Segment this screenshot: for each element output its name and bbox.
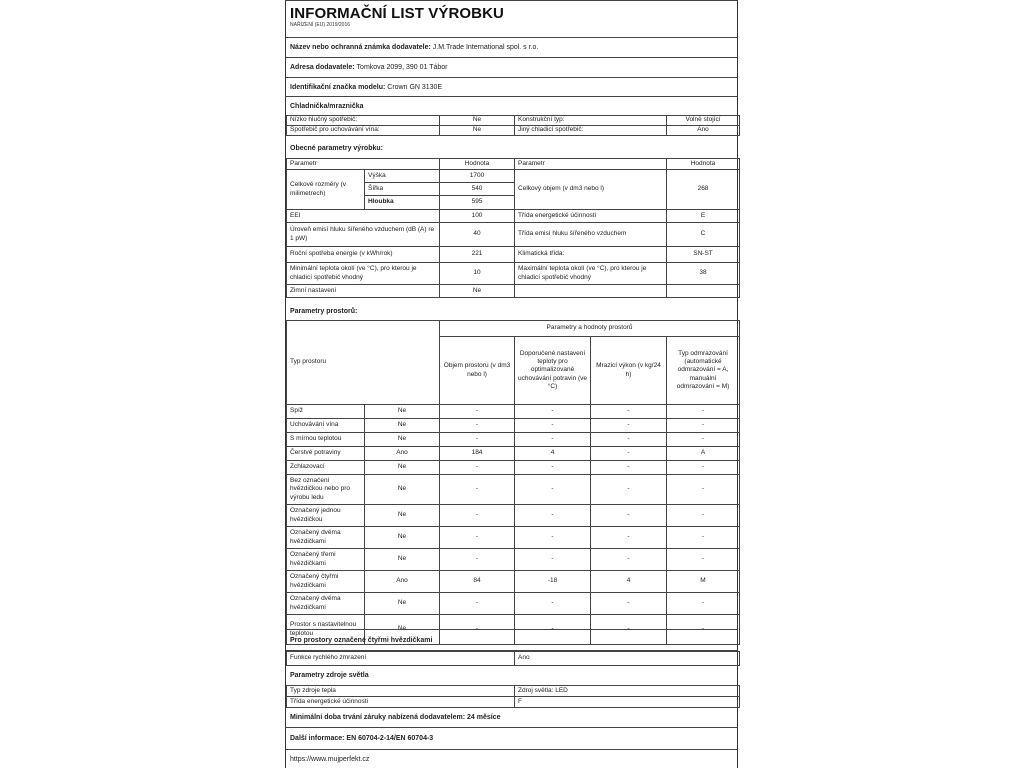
compartments-table (286, 320, 740, 645)
compartment-temp: - (515, 433, 591, 447)
compartments-section-heading: Parametry prostorů: (290, 307, 358, 315)
supplier-address-label: Adresa dodavatele: (290, 64, 355, 71)
max-temp-label: Maximální teplota okolí (ve °C), pro kterou je chladicí spotřebič vhodný (515, 263, 667, 285)
max-temp-value: 38 (667, 263, 740, 285)
light-class-label: Třída energetické účinnosti (287, 697, 515, 708)
defrost-col-header: Typ odmrazování (automatické odmrazování = A, manuální odmrazování = M) (667, 337, 740, 405)
compartment-present: Ano (365, 447, 440, 461)
table-row (287, 686, 740, 697)
compartment-temp: - (515, 461, 591, 475)
freeze-col-header: Mrazicí výkon (v kg/24 h) (591, 337, 667, 405)
construction-type-label: Konstrukční typ: (515, 116, 667, 126)
value-header: Hodnota (440, 159, 515, 170)
compartment-freeze: - (591, 433, 667, 447)
compartment-defrost: - (667, 433, 740, 447)
compartment-freeze: - (591, 475, 667, 505)
compartment-present: Ne (365, 461, 440, 475)
table-row (287, 505, 740, 527)
param-header: Parametr (287, 159, 440, 170)
compartment-type: Zchlazovací (287, 461, 365, 475)
compartment-freeze: - (591, 461, 667, 475)
compartment-temp: -18 (515, 571, 591, 593)
depth-label: Hloubka (365, 196, 440, 210)
compartment-present: Ne (365, 505, 440, 527)
min-temp-label: Minimální teplota okolí (ve °C), pro kterou je chladicí spotřebič vhodný (287, 263, 440, 285)
compartment-present: Ne (365, 475, 440, 505)
page-title: INFORMAČNÍ LIST VÝROBKU (290, 5, 504, 22)
compartment-volume: - (440, 405, 515, 419)
compartment-volume: - (440, 433, 515, 447)
compartment-defrost: - (667, 461, 740, 475)
compartment-freeze: - (591, 593, 667, 615)
model-label: Identifikační značka modelu: (290, 83, 386, 91)
table-row (287, 571, 740, 593)
volume-label: Celkový objem (v dm3 nebo l) (515, 170, 667, 210)
table-row (287, 549, 740, 571)
product-information-sheet (285, 0, 738, 768)
empty-cell (667, 285, 740, 298)
dimensions-label: Celkové rozměry (v milimetrech) (287, 170, 365, 210)
compartment-present: Ne (365, 615, 440, 645)
light-type-label: Typ zdroje tepla (287, 686, 515, 697)
table-header-row (287, 159, 740, 170)
compartment-volume: - (440, 505, 515, 527)
temp-col-header: Doporučené nastavení teploty pro optimalizované uchovávání potravin (ve °C) (515, 337, 591, 405)
empty-cell (515, 285, 667, 298)
fast-freeze-value: Ano (515, 652, 740, 666)
eei-value: 100 (440, 210, 515, 223)
compartment-type: Spíž (287, 405, 365, 419)
compartment-present: Ne (365, 593, 440, 615)
min-temp-value: 10 (440, 263, 515, 285)
table-row (287, 447, 740, 461)
table-row (287, 461, 740, 475)
table-row (287, 247, 740, 263)
model-value: Crown GN 3130E (387, 83, 443, 91)
climate-class-value: SN-ST (667, 247, 740, 263)
compartment-temp: - (515, 615, 591, 645)
compartment-type: Bez označení hvězdičkou nebo pro výrobu ledu (287, 475, 365, 505)
value-header-2: Hodnota (667, 159, 740, 170)
regulation-reference: NAŘÍZENÍ (EU) 2019/2016 (290, 22, 351, 28)
compartment-freeze: - (591, 527, 667, 549)
fridge-type-table (286, 115, 740, 136)
wine-storage-value: Ne (440, 126, 515, 136)
compartment-defrost: - (667, 593, 740, 615)
table-row (287, 697, 740, 708)
compartment-type: Prostor s nastavitelnou teplotou (287, 615, 365, 645)
model-row (286, 78, 738, 97)
compartment-type: S mírnou teplotou (287, 433, 365, 447)
fast-freeze-table (286, 651, 740, 666)
compartment-present: Ne (365, 419, 440, 433)
compartment-present: Ne (365, 527, 440, 549)
compartment-present: Ne (365, 549, 440, 571)
compartment-temp: - (515, 549, 591, 571)
compartment-defrost: - (667, 549, 740, 571)
table-row (287, 210, 740, 223)
compartment-freeze: 4 (591, 571, 667, 593)
energy-class-label: Třída energetické účinnosti (515, 210, 667, 223)
table-row (287, 593, 740, 615)
website-link[interactable]: https://www.mujperfekt.cz (290, 755, 370, 763)
noise-class-value: C (667, 223, 740, 247)
compartment-temp: 4 (515, 447, 591, 461)
light-source-table (286, 685, 740, 708)
volume-col-header: Objem prostoru (v dm3 nebo l) (440, 337, 515, 405)
compartment-volume: - (440, 419, 515, 433)
compartment-temp: - (515, 475, 591, 505)
table-row (287, 419, 740, 433)
compartment-temp: - (515, 505, 591, 527)
eei-label: EEI (287, 210, 440, 223)
energy-class-value: E (667, 210, 740, 223)
table-row (287, 475, 740, 505)
compartment-type: Uchovávání vína (287, 419, 365, 433)
height-label: Výška (365, 170, 440, 183)
compartment-temp: - (515, 405, 591, 419)
volume-value: 268 (667, 170, 740, 210)
table-row (287, 170, 740, 183)
low-noise-label: Nízko hlučný spotřebič: (287, 116, 440, 126)
construction-type-value: Volně stojící (667, 116, 740, 126)
compartment-present: Ano (365, 571, 440, 593)
compartment-freeze: - (591, 615, 667, 645)
compartment-defrost: - (667, 405, 740, 419)
param-header-2: Parametr (515, 159, 667, 170)
fridge-section-heading: Chladnička/mraznička (290, 102, 364, 110)
compartment-volume: 184 (440, 447, 515, 461)
table-row (287, 223, 740, 247)
table-header-row (287, 321, 740, 337)
compartment-defrost: - (667, 475, 740, 505)
width-value: 540 (440, 183, 515, 196)
compartment-temp: - (515, 593, 591, 615)
supplier-address-row (286, 58, 738, 78)
four-star-section-heading: Pro prostory označené čtyřmi hvězdičkami (286, 629, 738, 651)
compartment-temp: - (515, 527, 591, 549)
noise-class-label: Třída emisí hluku šířeného vzduchem (515, 223, 667, 247)
compartment-params-header: Parametry a hodnoty prostorů (440, 321, 740, 337)
climate-class-label: Klimatická třída: (515, 247, 667, 263)
other-info-row: Další informace: EN 60704-2-14/EN 60704-3 (286, 728, 738, 750)
compartment-freeze: - (591, 505, 667, 527)
light-class-value: F (515, 697, 740, 708)
compartment-defrost: A (667, 447, 740, 461)
table-row (287, 126, 740, 136)
table-row (287, 263, 740, 285)
winter-setting-label: Zimní nastavení (287, 285, 440, 298)
compartment-type-header: Typ prostoru (287, 321, 440, 405)
wine-storage-label: Spotřebič pro uchovávání vína: (287, 126, 440, 136)
noise-level-label: Úroveň emisí hluku šířeného vzduchem (dB (A) re 1 pW) (287, 223, 440, 247)
warranty-row: Minimální doba trvání záruky nabízená dodavatelem: 24 měsíce (286, 708, 738, 728)
compartment-temp: - (515, 419, 591, 433)
supplier-name-label: Název nebo ochranná známka dodavatele: (290, 44, 431, 51)
compartment-volume: - (440, 475, 515, 505)
other-appliance-label: Jiný chladicí spotřebič: (515, 126, 667, 136)
compartment-freeze: - (591, 447, 667, 461)
compartment-freeze: - (591, 419, 667, 433)
compartment-volume: - (440, 549, 515, 571)
compartment-type: Označený třemi hvězdičkami (287, 549, 365, 571)
table-row (287, 527, 740, 549)
compartment-present: Ne (365, 433, 440, 447)
compartment-volume: 84 (440, 571, 515, 593)
table-row (287, 405, 740, 419)
general-section-heading: Obecné parametry výrobku: (290, 144, 383, 152)
compartment-defrost: - (667, 505, 740, 527)
compartment-defrost: M (667, 571, 740, 593)
table-row (287, 116, 740, 126)
compartment-volume: - (440, 461, 515, 475)
noise-level-value: 40 (440, 223, 515, 247)
compartment-present: Ne (365, 405, 440, 419)
compartment-defrost: - (667, 527, 740, 549)
header-block (286, 0, 738, 38)
compartment-type: Označený dvěma hvězdičkami (287, 593, 365, 615)
compartment-freeze: - (591, 405, 667, 419)
supplier-name-value: J.M.Trade International spol. s r.o. (432, 44, 539, 51)
compartment-type: Označený dvěma hvězdičkami (287, 527, 365, 549)
fast-freeze-label: Funkce rychlého zmrazení (287, 652, 515, 666)
low-noise-value: Ne (440, 116, 515, 126)
compartment-defrost: - (667, 419, 740, 433)
general-parameters-table (286, 158, 740, 298)
compartment-type: Označený jednou hvězdičkou (287, 505, 365, 527)
light-type-value: Zdroj světla: LED (515, 686, 740, 697)
depth-value: 595 (440, 196, 515, 210)
winter-setting-value: Ne (440, 285, 515, 298)
supplier-address-value: Tomkova 2099, 390 01 Tábor (356, 64, 448, 71)
annual-energy-value: 221 (440, 247, 515, 263)
table-row (287, 285, 740, 298)
table-row (287, 433, 740, 447)
supplier-name-row (286, 38, 738, 58)
compartment-type: Označený čtyřmi hvězdičkami (287, 571, 365, 593)
compartment-defrost: - (667, 615, 740, 645)
compartment-volume: - (440, 527, 515, 549)
other-appliance-value: Ano (667, 126, 740, 136)
light-section-heading: Parametry zdroje světla (290, 671, 369, 679)
compartment-type: Čerstvé potraviny (287, 447, 365, 461)
compartment-volume: - (440, 593, 515, 615)
compartment-freeze: - (591, 549, 667, 571)
height-value: 1700 (440, 170, 515, 183)
annual-energy-label: Roční spotřeba energie (v kWh/rok) (287, 247, 440, 263)
table-row (287, 652, 740, 666)
width-label: Šířka (365, 183, 440, 196)
compartment-volume: - (440, 615, 515, 645)
